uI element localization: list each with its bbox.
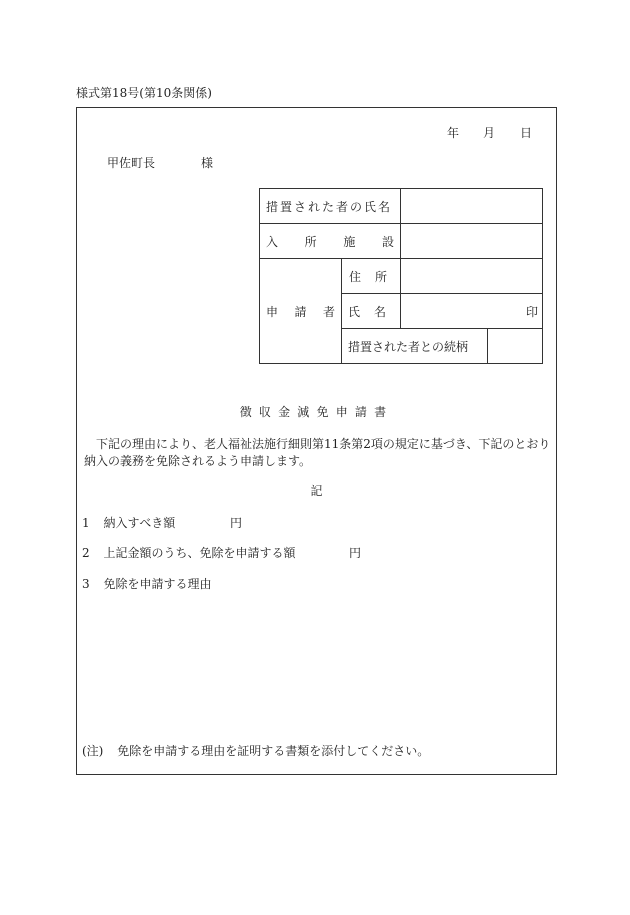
item-3-text: 免除を申請する理由	[103, 577, 212, 591]
address-label-text: 住 所	[349, 269, 387, 284]
item-2-text: 上記金額のうち、免除を申請する額	[103, 546, 296, 560]
date-line	[447, 124, 537, 140]
item-3	[82, 575, 211, 592]
item-1	[82, 514, 175, 531]
note-text: 免除を申請する理由を証明する書類を添付してください。	[117, 744, 430, 758]
facility-field[interactable]	[401, 224, 543, 259]
date-day-label: 日	[520, 126, 533, 140]
addressee-honorific: 様	[201, 156, 214, 170]
ki-heading: 記	[310, 484, 323, 498]
form-number: 様式第18号(第10条関係)	[76, 86, 212, 100]
attachment-note	[82, 742, 429, 759]
address-field[interactable]	[401, 259, 543, 294]
document-title: 徴収金減免申請書	[239, 405, 394, 419]
item-1-text: 納入すべき額	[103, 516, 176, 530]
addressee-name: 甲佐町長	[107, 156, 156, 170]
protected-person-name-field[interactable]	[401, 189, 543, 224]
relationship-label: 措置された者との続柄	[342, 329, 488, 364]
item-2-unit: 円	[349, 546, 362, 560]
date-year-label: 年	[447, 126, 460, 140]
date-month-label: 月	[483, 126, 496, 140]
application-statement: 下記の理由により、老人福祉法施行細則第11条第2項の規定に基づき、下記のとおり納入の義務を免除されるよう申請します。	[84, 437, 551, 468]
name-label-text: 氏 名	[348, 304, 386, 319]
application-form	[76, 107, 557, 775]
item-2	[82, 544, 295, 561]
facility-label-text: 入 所 施 設	[266, 234, 394, 249]
relationship-field[interactable]	[488, 329, 543, 364]
applicant-label-text: 申 請 者	[266, 304, 335, 319]
applicant-info-table	[259, 188, 543, 364]
seal-mark: 印	[525, 304, 538, 319]
address-label	[342, 259, 401, 294]
item-1-number: 1	[82, 516, 90, 530]
note-label: (注)	[82, 744, 104, 758]
name-label	[342, 294, 401, 329]
item-1-unit: 円	[230, 516, 243, 530]
facility-label	[260, 224, 401, 259]
applicant-label	[260, 259, 342, 364]
item-2-number: 2	[82, 546, 90, 560]
item-3-number: 3	[82, 577, 90, 591]
name-field[interactable]	[401, 294, 543, 329]
protected-person-name-label: 措置された者の氏名	[260, 189, 401, 224]
